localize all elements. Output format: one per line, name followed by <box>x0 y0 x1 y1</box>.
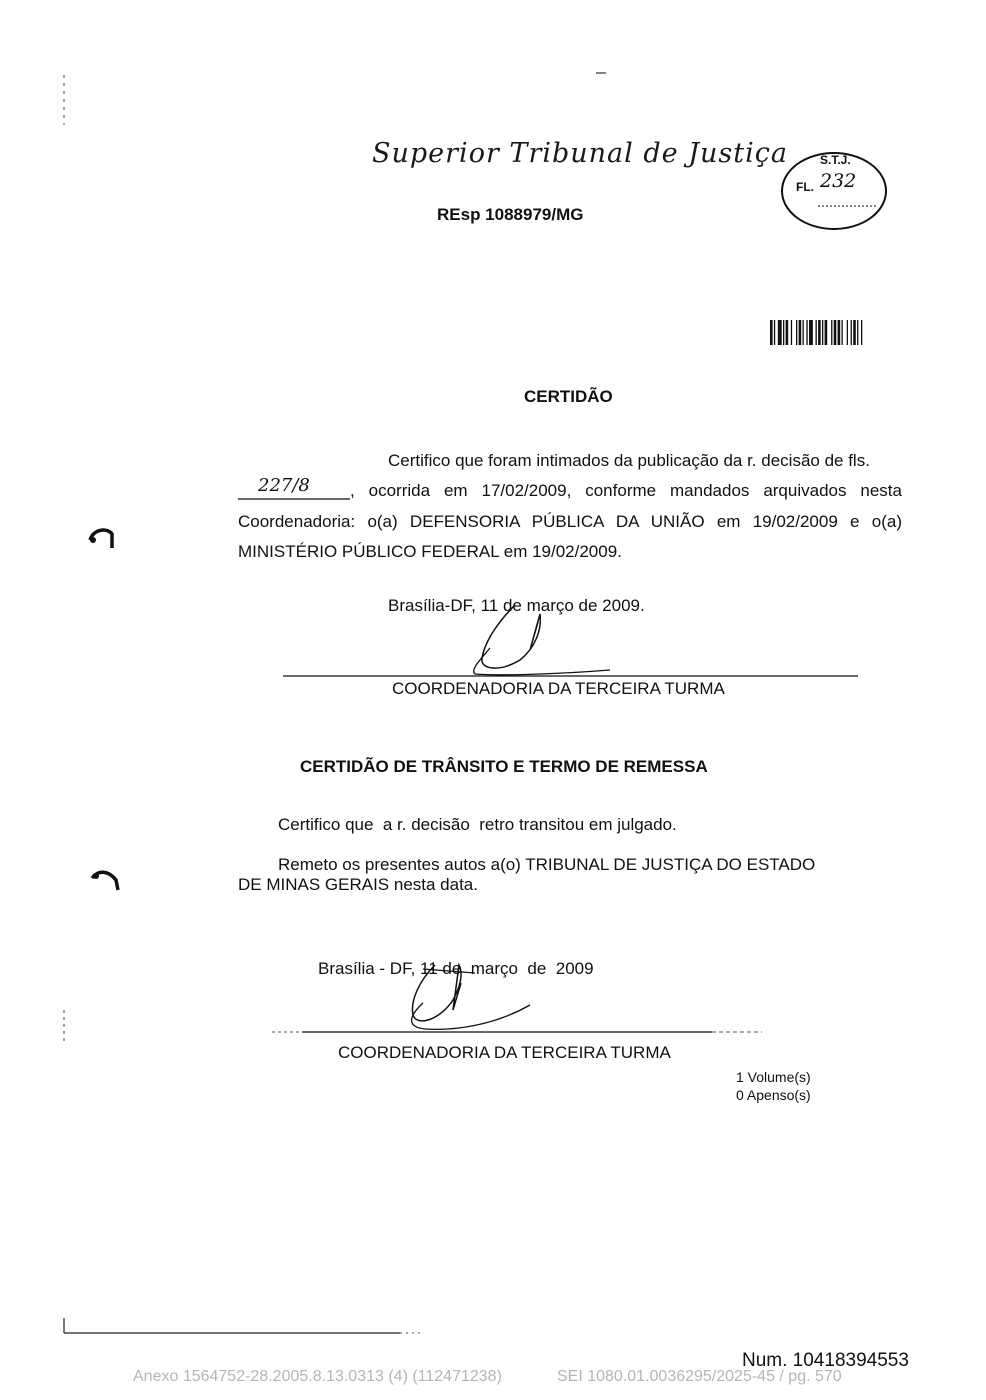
barcode <box>770 320 898 345</box>
certidao-line-3: Coordenadoria: o(a) DEFENSORIA PÚBLICA DA UNIÃO em 19/02/2009 e o(a) <box>238 512 902 531</box>
stamp-sheet-number: 232 <box>820 170 857 192</box>
barcode-bar <box>770 320 773 345</box>
barcode-bar <box>831 320 832 345</box>
margin-mark-2 <box>90 866 122 892</box>
annex-reference: Anexo 1564752-28.2005.8.13.0313 (4) (112471238) <box>133 1368 502 1385</box>
barcode-bar <box>847 320 848 345</box>
certidao-line-4: MINISTÉRIO PÚBLICO FEDERAL em 19/02/2009. <box>238 542 622 561</box>
certidao-line-2-text: , ocorrida em 17/02/2009, conforme mandados arquivados nesta <box>350 481 902 500</box>
barcode-bar <box>818 320 821 345</box>
certidao-place-date: Brasília-DF, 11 de março de 2009. <box>388 596 645 615</box>
barcode-bar <box>851 320 852 345</box>
barcode-bar <box>778 320 782 345</box>
margin-mark-1 <box>88 526 118 550</box>
barcode-bar <box>816 320 817 345</box>
barcode-bar <box>799 320 802 345</box>
barcode-bar <box>774 320 775 345</box>
barcode-bar <box>786 320 789 345</box>
transito-place-date: Brasília - DF, 11 de março de 2009 <box>318 959 594 978</box>
barcode-bar <box>809 320 813 345</box>
apensos-count: 0 Apenso(s) <box>736 1087 811 1103</box>
stamp-stj-label: S.T.J. <box>820 153 851 167</box>
signature-line-2 <box>272 1030 762 1034</box>
signature-2 <box>395 955 555 1040</box>
barcode-bar <box>806 320 807 345</box>
barcode-bar <box>825 320 828 345</box>
stamp-fl-label: FL. <box>796 180 814 194</box>
transito-signatory: COORDENADORIA DA TERCEIRA TURMA <box>338 1043 671 1062</box>
barcode-bar <box>861 320 862 345</box>
barcode-bar <box>791 320 792 345</box>
transito-line-3: DE MINAS GERAIS nesta data. <box>238 875 478 894</box>
certidao-title: CERTIDÃO <box>524 387 613 406</box>
barcode-bar <box>796 320 797 345</box>
barcode-bar <box>783 320 784 345</box>
barcode-bar <box>822 320 823 345</box>
fls-handwritten: 227/8 <box>258 475 310 496</box>
barcode-bar <box>834 320 837 345</box>
barcode-bar <box>853 320 856 345</box>
court-name-script: Superior Tribunal de Justiça <box>372 138 788 169</box>
sei-reference: SEI 1080.01.0036295/2025-45 / pg. 570 <box>557 1368 842 1385</box>
fls-underline <box>238 497 350 501</box>
certidao-line-1: Certifico que foram intimados da publicação da r. decisão de fls. <box>388 451 870 470</box>
process-number: REsp 1088979/MG <box>437 205 584 224</box>
barcode-bar <box>803 320 804 345</box>
certidao-signatory: COORDENADORIA DA TERCEIRA TURMA <box>392 679 725 698</box>
barcode-bar <box>857 320 858 345</box>
document-number: Num. 10418394553 <box>742 1350 909 1371</box>
transito-line-2: Remeto os presentes autos a(o) TRIBUNAL DE JUSTIÇA DO ESTADO <box>278 855 816 874</box>
barcode-bar <box>838 320 841 345</box>
transito-title: CERTIDÃO DE TRÂNSITO E TERMO DE REMESSA <box>300 757 708 776</box>
signature-line-1 <box>283 674 858 678</box>
barcode-bar <box>842 320 843 345</box>
volumes-count: 1 Volume(s) <box>736 1069 811 1085</box>
signature-1 <box>460 600 630 685</box>
transito-line-1: Certifico que a r. decisão retro transitou em julgado. <box>278 815 677 834</box>
